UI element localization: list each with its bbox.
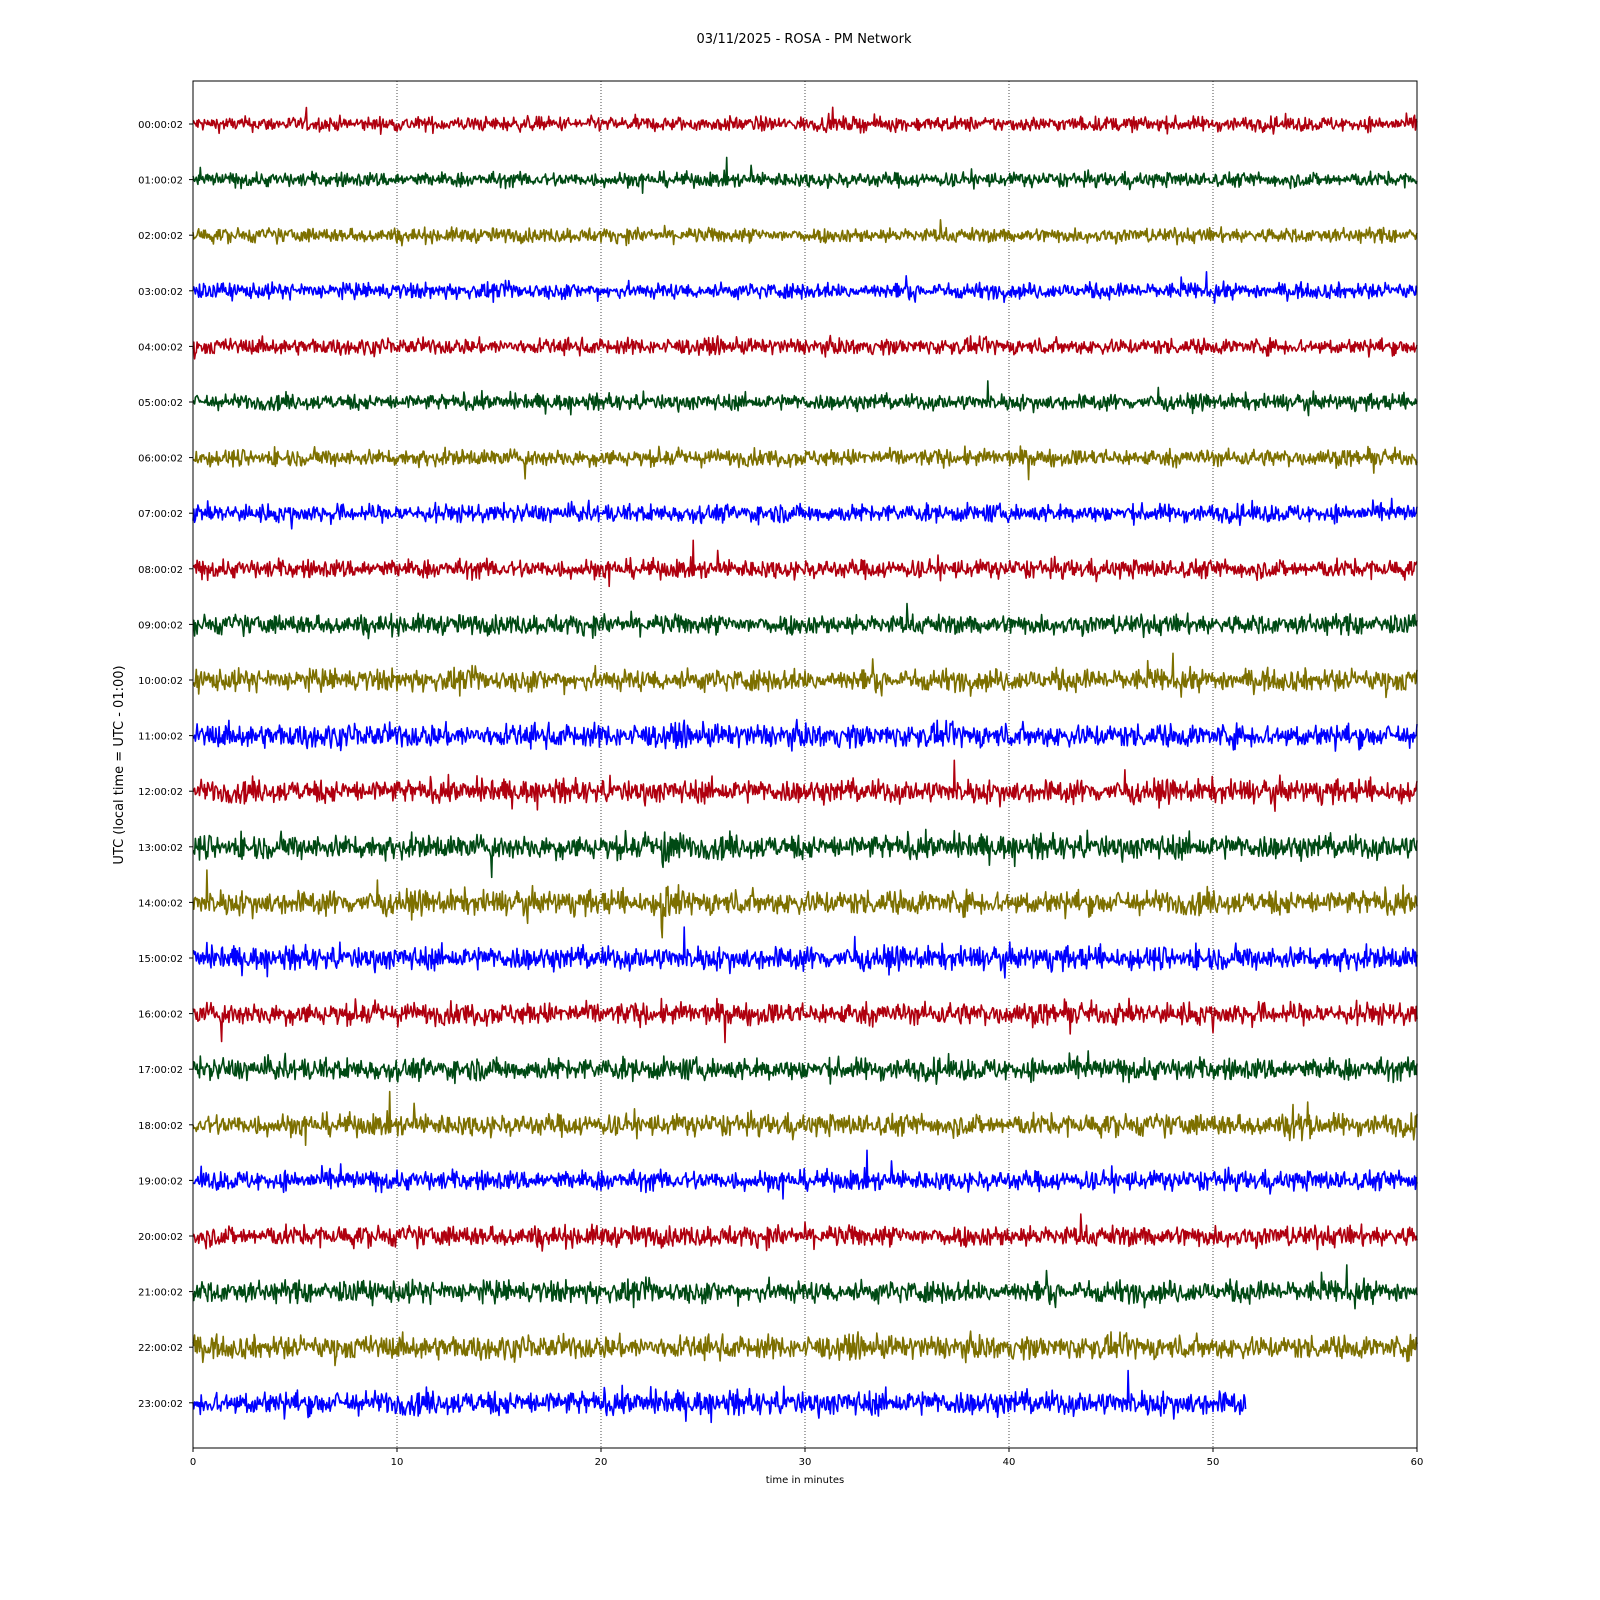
x-tick-label: 40 xyxy=(1002,1457,1016,1468)
y-tick-label: 20:00:02 xyxy=(138,1232,183,1243)
y-tick-label: 03:00:02 xyxy=(138,286,183,298)
x-tick-label: 60 xyxy=(1410,1457,1424,1468)
y-tick-label: 11:00:02 xyxy=(138,731,183,743)
y-tick-label: 01:00:02 xyxy=(138,175,183,187)
x-tick-label: 10 xyxy=(390,1457,404,1468)
y-tick-label: 05:00:02 xyxy=(138,398,183,409)
y-tick-label: 00:00:02 xyxy=(138,120,183,131)
y-tick-label: 04:00:02 xyxy=(138,342,183,354)
y-tick-label: 12:00:02 xyxy=(138,787,183,799)
y-tick-label: 09:00:02 xyxy=(138,620,183,632)
chart-title: 03/11/2025 - ROSA - PM Network xyxy=(696,32,912,47)
x-tick-label: 30 xyxy=(798,1457,812,1468)
y-tick-label: 08:00:02 xyxy=(138,564,183,576)
y-tick-label: 07:00:02 xyxy=(138,509,183,521)
y-tick-label: 14:00:02 xyxy=(138,898,183,910)
y-tick-label: 16:00:02 xyxy=(138,1009,183,1021)
y-tick-label: 17:00:02 xyxy=(138,1065,183,1077)
y-tick-label: 18:00:02 xyxy=(138,1120,183,1132)
y-tick-label: 23:00:02 xyxy=(138,1398,183,1410)
y-tick-label: 10:00:02 xyxy=(138,676,183,687)
y-tick-label: 06:00:02 xyxy=(138,453,183,465)
y-tick-label: 15:00:02 xyxy=(138,954,183,965)
x-axis-label: time in minutes xyxy=(765,1475,845,1486)
x-tick-label: 20 xyxy=(594,1457,608,1468)
y-tick-label: 02:00:02 xyxy=(138,231,183,243)
y-tick-label: 22:00:02 xyxy=(138,1343,183,1355)
x-tick-label: 0 xyxy=(189,1457,197,1468)
y-axis-label: UTC (local time = UTC - 01:00) xyxy=(112,665,127,865)
y-tick-label: 21:00:02 xyxy=(138,1287,183,1299)
y-tick-label: 13:00:02 xyxy=(138,842,183,854)
y-tick-label: 19:00:02 xyxy=(138,1176,183,1188)
x-tick-label: 50 xyxy=(1206,1457,1220,1468)
